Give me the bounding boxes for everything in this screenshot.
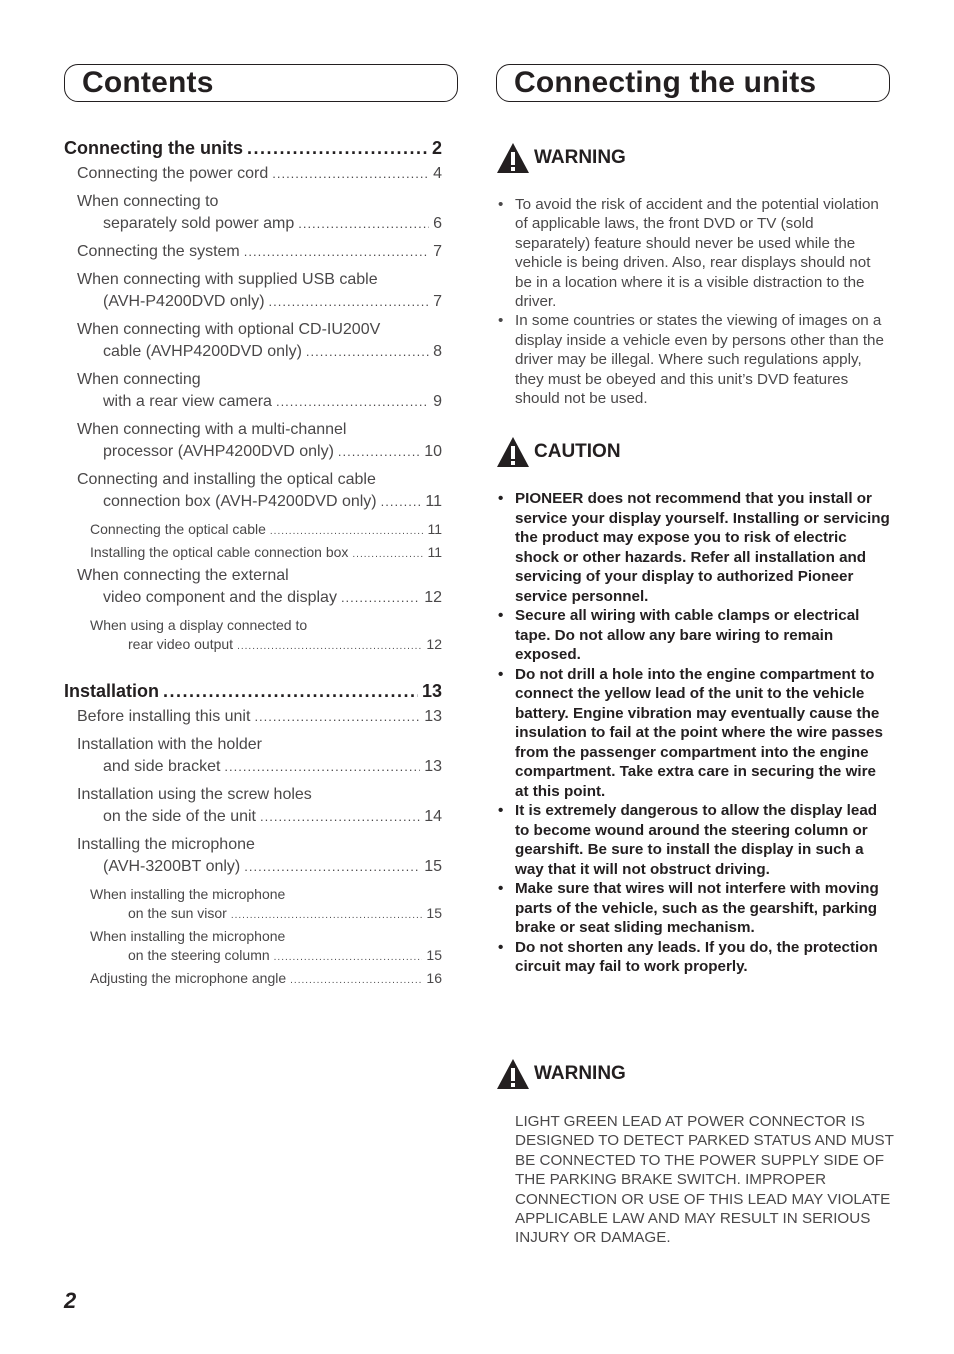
toc-entry-title: Connecting the power cord bbox=[77, 165, 269, 182]
warning-triangle-icon bbox=[496, 1058, 530, 1090]
toc-entry-title: When connecting with a multi-channel bbox=[77, 421, 347, 438]
toc-entry-title: When connecting with supplied USB cable bbox=[77, 271, 378, 288]
toc-leader-dots bbox=[274, 952, 423, 963]
toc-entry-title: Installation bbox=[64, 681, 160, 701]
toc-leader-dots bbox=[352, 549, 423, 560]
toc-page-number: 12 bbox=[424, 589, 442, 606]
toc-leader-dots bbox=[224, 759, 420, 774]
warning-heading bbox=[496, 142, 626, 174]
toc-page-number: 10 bbox=[424, 443, 442, 460]
toc-page-number: 11 bbox=[425, 493, 442, 510]
toc-entry bbox=[64, 138, 442, 159]
toc-page-number: 6 bbox=[433, 215, 442, 232]
toc-leader-dots bbox=[244, 859, 420, 874]
list-item: • Secure all wiring with cable clamps or electrical tape. Do not allow any bare wiring to remain exposed. bbox=[498, 607, 860, 663]
toc-entry-title: Connecting and installing the optical cable bbox=[77, 471, 376, 488]
list-item: • It is extremely dangerous to allow the display lead to become wound around the steering column or gearshift. Be sure to install the display in such a way that it will not obstruct driving. bbox=[498, 802, 878, 878]
toc-entry bbox=[103, 443, 442, 461]
toc-entry-title: Installation with the holder bbox=[77, 736, 262, 753]
toc-entry bbox=[103, 808, 442, 826]
toc-page-number: 15 bbox=[426, 905, 442, 921]
toc-entry bbox=[90, 544, 442, 560]
toc-page-number: 13 bbox=[421, 681, 442, 701]
toc-entry-title: (AVH-P4200DVD only) bbox=[103, 293, 265, 310]
toc-entry bbox=[90, 970, 442, 986]
toc-leader-dots bbox=[338, 444, 420, 459]
page-number: 2 bbox=[64, 1288, 77, 1313]
toc-page-number: 7 bbox=[433, 243, 442, 260]
toc-entry bbox=[77, 243, 442, 261]
warning-heading-2 bbox=[496, 1058, 626, 1090]
caution-heading bbox=[496, 436, 621, 468]
toc-leader-dots bbox=[244, 244, 429, 259]
toc-entry-title: When using a display connected to bbox=[90, 617, 308, 633]
connecting-units-column bbox=[496, 64, 894, 1247]
toc-page-number: 13 bbox=[424, 758, 442, 775]
toc-page-number: 12 bbox=[426, 636, 442, 652]
toc-entry bbox=[90, 521, 442, 537]
toc-entry bbox=[128, 905, 442, 921]
toc-leader-dots bbox=[381, 494, 422, 509]
toc-leader-dots bbox=[290, 975, 422, 986]
toc-entry-title: When connecting the external bbox=[77, 567, 289, 584]
caution-list bbox=[496, 489, 890, 977]
toc-leader-dots bbox=[276, 394, 429, 409]
toc-entry bbox=[103, 858, 442, 876]
toc-entry-title: Installing the microphone bbox=[77, 836, 255, 853]
toc-leader-dots bbox=[163, 681, 418, 702]
toc-page-number: 13 bbox=[424, 708, 442, 725]
toc-leader-dots bbox=[341, 590, 420, 605]
toc-entry-title: cable (AVHP4200DVD only) bbox=[103, 343, 302, 360]
toc-page-number: 4 bbox=[433, 165, 442, 182]
toc-entry bbox=[128, 636, 442, 652]
warning-label: WARNING bbox=[534, 1063, 626, 1084]
contents-column bbox=[64, 64, 458, 986]
toc-entry-title: When connecting to bbox=[77, 193, 219, 210]
toc-entry-title: with a rear view camera bbox=[103, 393, 272, 410]
toc-entry-title: processor (AVHP4200DVD only) bbox=[103, 443, 334, 460]
toc-entry-title: on the steering column bbox=[128, 947, 270, 963]
toc-entry-title: and side bracket bbox=[103, 758, 221, 775]
toc-entry-title: (AVH-3200BT only) bbox=[103, 858, 241, 875]
toc-page-number: 16 bbox=[426, 970, 442, 986]
toc-leader-dots bbox=[269, 294, 430, 309]
toc-entry bbox=[103, 215, 442, 233]
warning-triangle-icon bbox=[496, 436, 530, 468]
list-item: • Do not shorten any leads. If you do, the protection circuit may fail to work properly. bbox=[498, 938, 878, 975]
toc-entry-title: video component and the display bbox=[103, 589, 337, 606]
toc-leader-dots bbox=[247, 138, 428, 159]
connecting-units-heading-box bbox=[496, 64, 890, 102]
toc-page-number: 8 bbox=[433, 343, 442, 360]
toc-entry bbox=[103, 493, 442, 511]
toc-entry bbox=[64, 681, 442, 702]
toc-leader-dots bbox=[254, 709, 420, 724]
toc-entry bbox=[103, 343, 442, 361]
toc-leader-dots bbox=[260, 809, 420, 824]
toc-entry bbox=[103, 393, 442, 411]
list-item: • Make sure that wires will not interfere with moving parts of the vehicle, such as the gearshift, parking brake or seat sliding mechanism. bbox=[498, 880, 879, 936]
toc-entry-title: Connecting the units bbox=[64, 138, 243, 158]
toc-page-number: 11 bbox=[427, 544, 442, 560]
parking-brake-warning-text: LIGHT GREEN LEAD AT POWER CONNECTOR IS DESIGNED TO DETECT PARKED STATUS AND MUST BE CONNECTED TO THE POWER SUPPLY SIDE OF THE PARKING BRAKE SWITCH. IMPROPER CONNECTION OR USE OF THIS LEAD MAY VIOLATE APPLICABLE LAW AND MAY RESULT IN SERIOUS INJURY OR DAMAGE. bbox=[515, 1113, 894, 1247]
toc-entry-title: Adjusting the microphone angle bbox=[90, 970, 287, 986]
contents-heading: Contents bbox=[82, 66, 214, 99]
toc-leader-dots bbox=[306, 344, 429, 359]
warning-label: WARNING bbox=[534, 147, 626, 168]
toc-entry-title: Installation using the screw holes bbox=[77, 786, 312, 803]
toc-page-number: 15 bbox=[424, 858, 442, 875]
toc-page-number: 9 bbox=[433, 393, 442, 410]
toc-entry-title: When installing the microphone bbox=[90, 886, 286, 902]
caution-label: CAUTION bbox=[534, 441, 621, 462]
toc-leader-dots bbox=[270, 526, 424, 537]
toc-leader-dots bbox=[272, 166, 429, 181]
toc-entry-title: Connecting the optical cable bbox=[90, 521, 266, 537]
toc-leader-dots bbox=[231, 910, 423, 921]
contents-heading-box bbox=[64, 64, 458, 102]
toc-entry-title: Connecting the system bbox=[77, 243, 240, 260]
warning-list bbox=[496, 195, 890, 408]
toc-entry bbox=[128, 947, 442, 963]
toc-page-number: 14 bbox=[424, 808, 442, 825]
toc-page-number: 15 bbox=[426, 947, 442, 963]
toc-entry-title: rear video output bbox=[128, 636, 234, 652]
toc-entry bbox=[103, 758, 442, 776]
connecting-units-heading: Connecting the units bbox=[514, 66, 817, 99]
list-item: • In some countries or states the viewing of images on a display inside a vehicle even by persons other than the driver may be illegal. Where such regulations apply, they must be obeyed and this unit’s DVD features should not be used. bbox=[498, 312, 884, 408]
toc-entry-title: Installing the optical cable connection box bbox=[90, 544, 349, 560]
toc-page-number: 11 bbox=[427, 521, 442, 537]
toc-entry-title: connection box (AVH-P4200DVD only) bbox=[103, 493, 377, 510]
toc-entry-title: on the side of the unit bbox=[103, 808, 256, 825]
toc-leader-dots bbox=[298, 216, 429, 231]
list-item: • Do not drill a hole into the engine compartment to connect the yellow lead of the unit to the vehicle battery. Engine vibration may eventually cause the insulation to fail at the point where the wire passes from the passenger compartment into the engine compartment. Take extra care in securing the wire at this point. bbox=[498, 665, 883, 800]
list-item: • To avoid the risk of accident and the potential violation of applicable laws, the front DVD or TV (sold separately) feature should never be used while the vehicle is being driven. Also, rear displays should not be in a location where it is a visible distraction to the driver. bbox=[498, 196, 879, 311]
toc-entry bbox=[77, 165, 442, 183]
toc-entry-title: When connecting with optional CD-IU200V bbox=[77, 321, 381, 338]
toc-entry-title: on the sun visor bbox=[128, 905, 227, 921]
toc-entry bbox=[103, 589, 442, 607]
toc-entry-title: When connecting bbox=[77, 371, 201, 388]
toc-entry bbox=[103, 293, 442, 311]
toc-leader-dots bbox=[237, 641, 422, 652]
list-item: • PIONEER does not recommend that you install or service your display yourself. Installing or servicing the product may expose you to risk of electric shock or other hazards. Refer all installation and servicing of your display to authorized Pioneer service personnel. bbox=[498, 490, 890, 605]
toc-entry-title: Before installing this unit bbox=[77, 708, 251, 725]
toc-entry-title: separately sold power amp bbox=[103, 215, 295, 232]
toc-entry bbox=[77, 708, 442, 726]
toc-page-number: 7 bbox=[433, 293, 442, 310]
toc-page-number: 2 bbox=[431, 138, 442, 158]
warning-triangle-icon bbox=[496, 142, 530, 174]
toc-entry-title: When installing the microphone bbox=[90, 928, 286, 944]
